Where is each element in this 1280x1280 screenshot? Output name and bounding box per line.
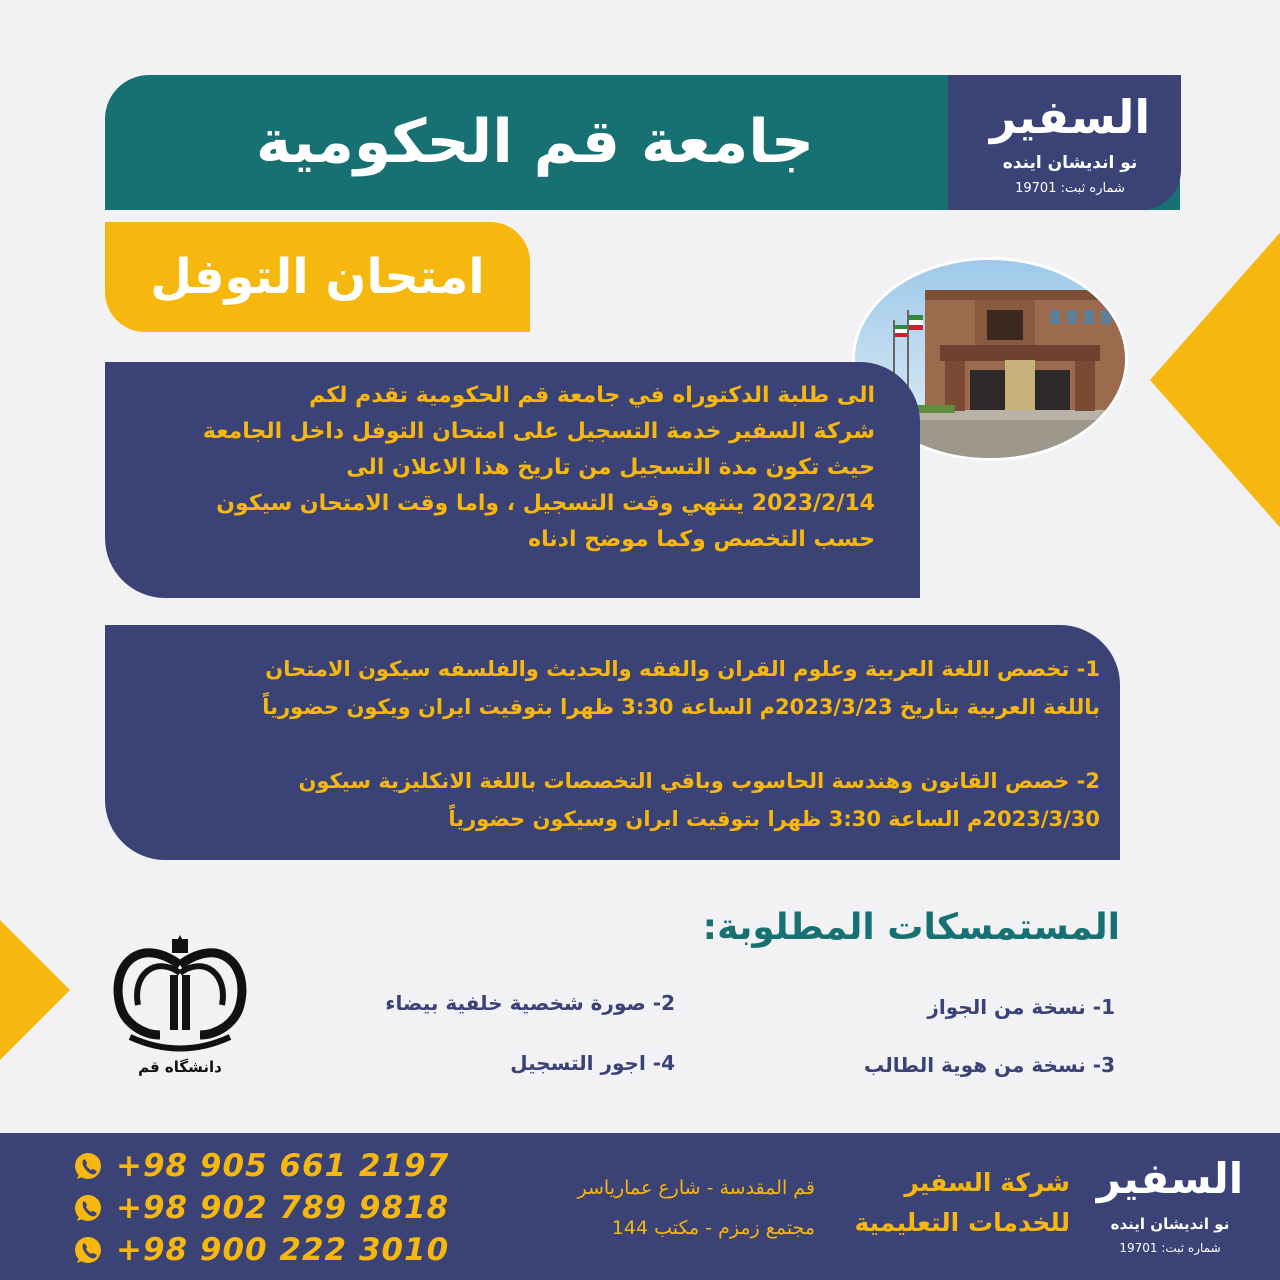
- decorative-triangle-left: [0, 880, 70, 1100]
- phone-number: +98 900 222 3010: [116, 1232, 450, 1268]
- page-title: جامعة قم الحكومية: [255, 107, 815, 177]
- exam-item-1: [130, 650, 1100, 726]
- exam-item-2-line: 2023/3/30م الساعة 3:30 ظهرا بتوقيت ايران وسيكون حضورياً: [448, 807, 1100, 831]
- university-emblem-icon: [100, 925, 260, 1060]
- decorative-triangle-right: [1150, 210, 1280, 550]
- phone-number: +98 902 789 9818: [116, 1190, 450, 1226]
- footer-registration-number: شماره ثبت: 19701: [1119, 1241, 1221, 1255]
- requirements-title: المستمسكات المطلوبة:: [702, 907, 1120, 948]
- address-line: مجتمع زمزم - مكتب 144: [611, 1217, 815, 1239]
- company-tagline: للخدمات التعليمية: [854, 1208, 1070, 1237]
- intro-paragraph: [135, 378, 875, 558]
- intro-line: الى طلبة الدكتوراه في جامعة قم الحكومية تقدم لكم: [309, 383, 875, 408]
- brand-logo-subtitle: نو انديشان اينده: [1002, 153, 1138, 173]
- phone-contact-3[interactable]: [72, 1228, 472, 1272]
- phone-number: +98 905 661 2197: [116, 1148, 450, 1184]
- requirement-item: 1- نسخة من الجواز: [927, 995, 1115, 1019]
- company-name: شركة السفير: [904, 1168, 1070, 1197]
- page-subtitle: امتحان التوفل: [150, 249, 485, 305]
- exam-item-1-line: باللغة العربية بتاريخ 2023/3/23م الساعة 3:30 ظهرا بتوقيت ايران ويكون حضورياً: [262, 695, 1100, 719]
- whatsapp-icon: [72, 1192, 104, 1224]
- footer-logo-subtitle: نو انديشان اينده: [1110, 1215, 1230, 1233]
- phone-contact-2[interactable]: [72, 1186, 472, 1230]
- university-emblem: [100, 925, 260, 1080]
- requirement-item: 4- اجور التسجيل: [510, 1051, 675, 1075]
- brand-logo-wordmark: السفير: [989, 90, 1151, 144]
- exam-item-1-line: 1- تخصص اللغة العربية وعلوم القران والفقه والحديث والفلسفه سيكون الامتحان: [265, 657, 1100, 681]
- whatsapp-icon: [72, 1234, 104, 1266]
- footer-logo-wordmark: السفير: [1096, 1154, 1244, 1203]
- exam-item-2-line: 2- خصص القانون وهندسة الحاسوب وباقي التخصصات باللغة الانكليزية سيكون: [298, 769, 1100, 793]
- intro-line: حسب التخصص وكما موضح ادناه: [528, 527, 875, 552]
- address-line: قم المقدسة - شارع عمارياسر: [577, 1177, 815, 1199]
- requirement-item: 3- نسخة من هوية الطالب: [864, 1053, 1115, 1077]
- exam-item-2: [130, 762, 1100, 838]
- intro-line: شركة السفير خدمة التسجيل على امتحان التوفل داخل الجامعة: [202, 419, 875, 444]
- brand-registration-number: شماره ثبت: 19701: [1015, 181, 1125, 196]
- requirement-item: 2- صورة شخصية خلفية بيضاء: [385, 991, 675, 1015]
- whatsapp-icon: [72, 1150, 104, 1182]
- university-emblem-caption: دانشگاه قم: [138, 1058, 222, 1076]
- intro-line: حيث تكون مدة التسجيل من تاريخ هذا الاعلان الى: [346, 455, 875, 480]
- phone-contact-1[interactable]: [72, 1144, 472, 1188]
- intro-line: 2023/2/14 ينتهي وقت التسجيل ، واما وقت الامتحان سيكون: [216, 491, 875, 516]
